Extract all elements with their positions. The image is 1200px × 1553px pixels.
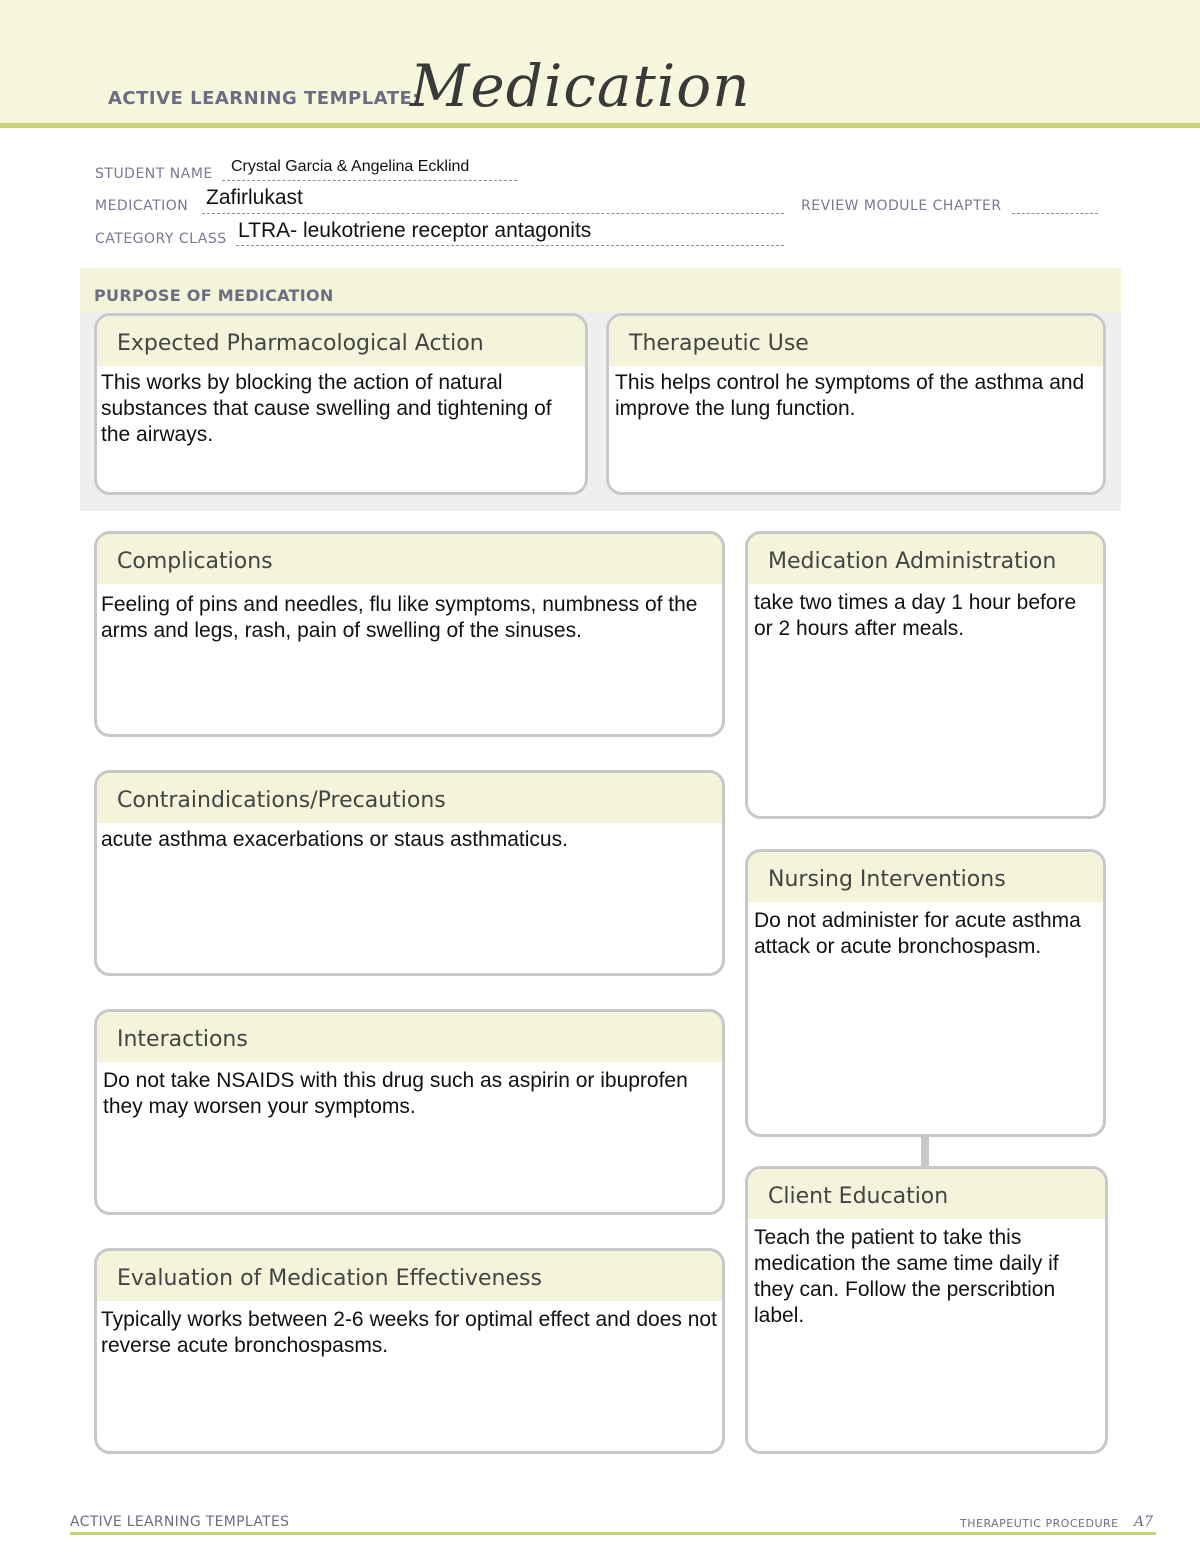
student-name-field[interactable]: Crystal Garcia & Angelina Ecklind [231, 158, 470, 175]
footer-divider [70, 1532, 1156, 1535]
medication-administration-heading: Medication Administration [748, 534, 1103, 584]
nursing-interventions-card [745, 849, 1106, 1137]
page-title: Medication [410, 52, 751, 120]
footer-title: ACTIVE LEARNING TEMPLATES [70, 1514, 290, 1530]
contraindications-card [94, 770, 725, 976]
therapeutic-use-heading: Therapeutic Use [609, 316, 1103, 366]
evaluation-card [94, 1248, 725, 1454]
category-class-field[interactable]: LTRA- leukotriene receptor antagonits [238, 219, 592, 242]
purpose-title: PURPOSE OF MEDICATION [94, 286, 334, 305]
card-connector [921, 1136, 929, 1166]
client-education-card [745, 1166, 1108, 1454]
contraindications-text[interactable]: acute asthma exacerbations or staus asthmaticus. [101, 828, 568, 851]
complications-text[interactable]: Feeling of pins and needles, flu like symptoms, numbness of the arms and legs, rash, pain of swelling of the sinuses. [101, 593, 698, 642]
complications-heading: Complications [97, 534, 722, 584]
medication-underline [202, 213, 784, 214]
review-module-label: REVIEW MODULE CHAPTER [801, 198, 1002, 214]
student-name-label: STUDENT NAME [95, 166, 213, 182]
medication-field[interactable]: Zafirlukast [206, 186, 303, 209]
expected-action-text[interactable]: This works by blocking the action of natural substances that cause swelling and tightening of the airways. [101, 371, 552, 446]
category-class-underline [236, 245, 784, 246]
client-education-heading: Client Education [748, 1169, 1105, 1219]
client-education-text[interactable]: Teach the patient to take this medication the same time daily if they can. Follow the perscribtion label. [754, 1226, 1059, 1327]
interactions-text[interactable]: Do not take NSAIDS with this drug such as aspirin or ibuprofen they may worsen your symptoms. [103, 1069, 688, 1118]
therapeutic-use-card [606, 313, 1106, 495]
therapeutic-use-text[interactable]: This helps control he symptoms of the asthma and improve the lung function. [615, 371, 1085, 420]
footer-section: THERAPEUTIC PROCEDURE [960, 1517, 1119, 1530]
evaluation-text[interactable]: Typically works between 2-6 weeks for optimal effect and does not reverse acute bronchospasms. [101, 1308, 717, 1357]
template-label: ACTIVE LEARNING TEMPLATE: [108, 88, 420, 109]
contraindications-heading: Contraindications/Precautions [97, 773, 722, 823]
category-class-label: CATEGORY CLASS [95, 231, 227, 247]
interactions-heading: Interactions [97, 1012, 722, 1062]
student-name-underline [222, 180, 517, 181]
page-number: A7 [1134, 1514, 1154, 1530]
evaluation-heading: Evaluation of Medication Effectiveness [97, 1251, 722, 1301]
expected-action-heading: Expected Pharmacological Action [97, 316, 585, 366]
nursing-interventions-heading: Nursing Interventions [748, 852, 1103, 902]
nursing-interventions-text[interactable]: Do not administer for acute asthma attack or acute bronchospasm. [754, 909, 1081, 958]
expected-action-card [94, 313, 588, 495]
medication-administration-text[interactable]: take two times a day 1 hour before or 2 hours after meals. [754, 591, 1077, 640]
complications-card [94, 531, 725, 737]
review-module-underline [1012, 213, 1098, 214]
medication-administration-card [745, 531, 1106, 819]
medication-label: MEDICATION [95, 198, 189, 214]
interactions-card [94, 1009, 725, 1215]
